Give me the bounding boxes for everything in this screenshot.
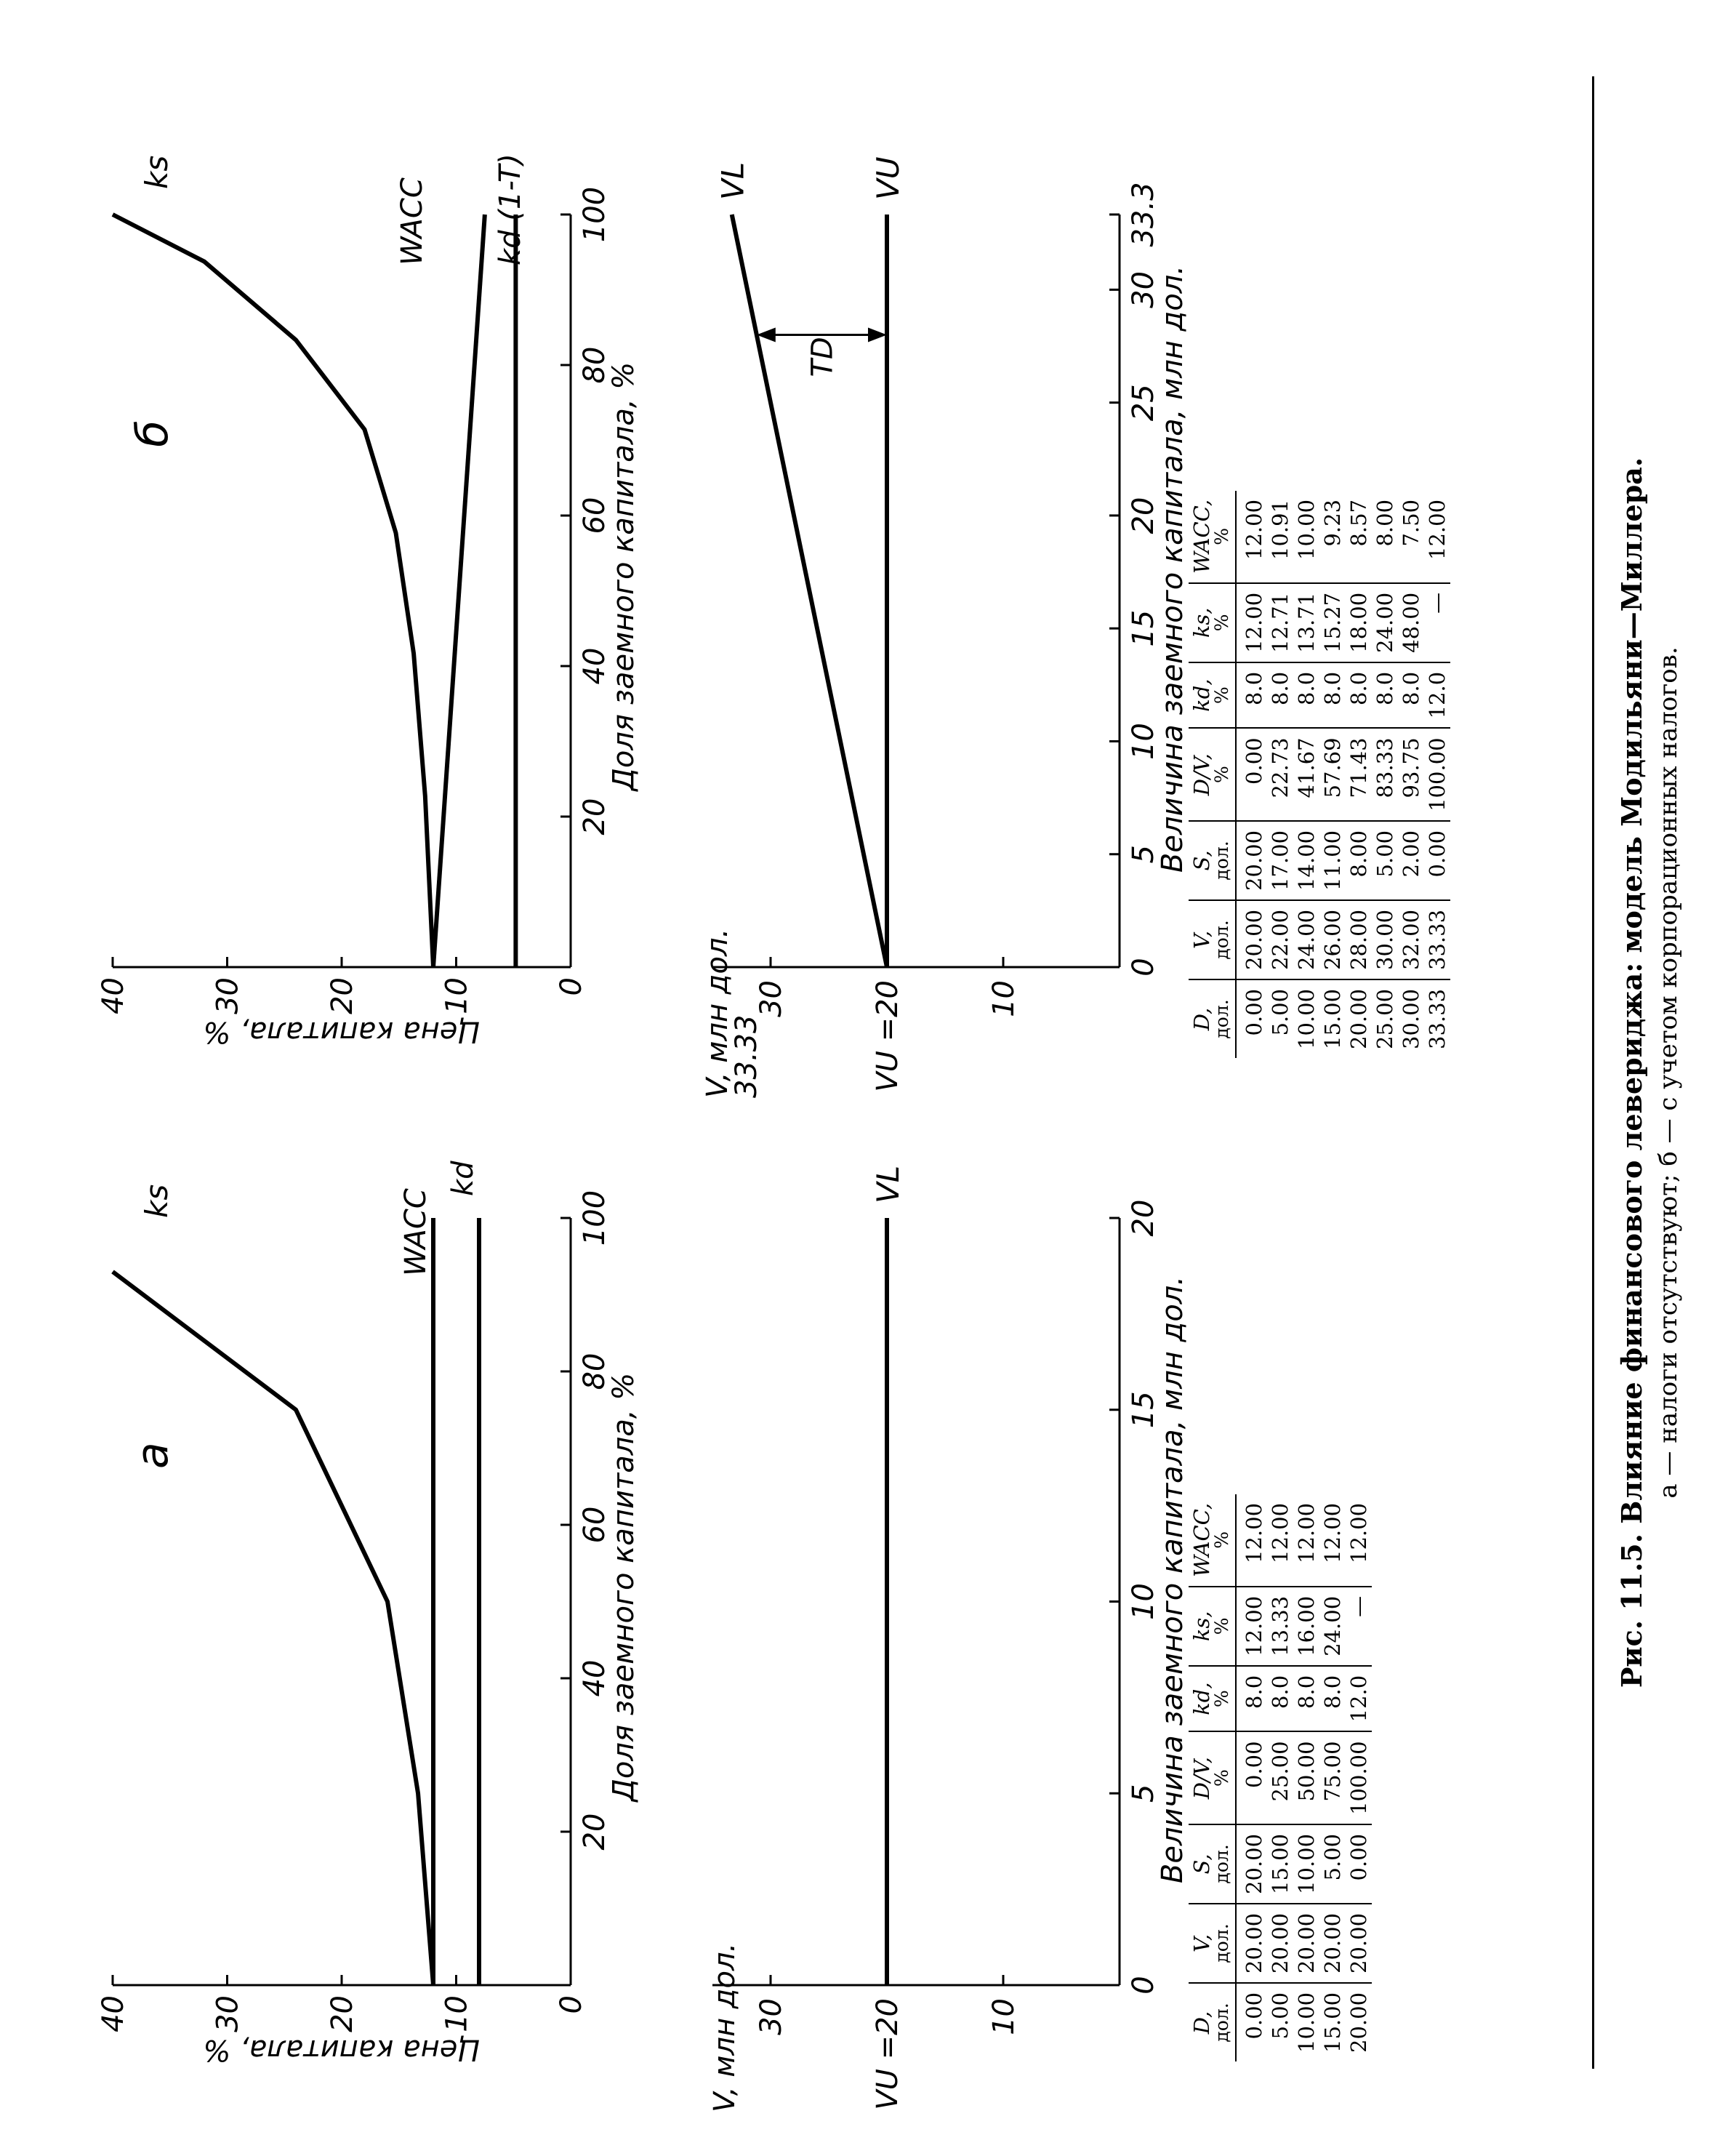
col-header: kd, % [1189,1666,1236,1732]
table-row [1346,491,1372,1058]
table-cell: 8.0 [1236,662,1267,729]
x-tick-label: 20 [1127,1199,1160,1237]
table-cell: 2.00 [1398,821,1424,900]
table-cell: 15.27 [1319,583,1346,662]
table-cell: 5.00 [1319,1824,1346,1904]
table-cell: 75.00 [1319,1731,1346,1824]
x-tick-label: 20 [578,798,611,835]
y-tick-label: 30 [755,1998,788,2035]
x-tick-label: 20 [1127,497,1160,534]
table-cell: 0.00 [1242,988,1266,1036]
table-cell: 20.00 [1346,1904,1372,1983]
col-header: WACC, % [1189,491,1236,583]
y-tick-label: 20 [326,977,359,1014]
x-tick-label: 40 [578,647,611,685]
wacc-curve-label: WACC [395,177,429,265]
table-cell: 0.00 [1236,728,1267,820]
table-cell: 10.00 [1294,988,1319,1049]
table-cell: 17.00 [1267,821,1293,900]
table-cell: 33.33 [1425,988,1450,1049]
x-axis-label: Величина заемного капитала, млн дол. [1156,265,1189,873]
table-cell: 12.00 [1236,583,1267,662]
table-cell: 8.0 [1267,1666,1293,1732]
table-cell: 20.00 [1267,1904,1293,1983]
table-cell: 8.0 [1293,662,1319,729]
x-tick-label: 60 [578,1506,611,1544]
table-cell: 24.00 [1372,583,1398,662]
ks-curve-label: ks [139,155,174,189]
table-cell: 33.33 [1424,900,1450,979]
table-cell: 13.33 [1267,1587,1293,1666]
x-tick-label: 0 [1127,1976,1160,1995]
x-tick-label: 5 [1127,1784,1160,1803]
table-cell: 15.00 [1320,988,1345,1049]
caption-title: Рис. 11.5. Влияние финансового левериджа: модель Модильяни—Миллера. [1615,457,1648,1688]
x-tick-label: 60 [578,497,611,534]
kd-curve-label: kd (1-T) [494,153,527,265]
table-cell: 15.00 [1267,1824,1293,1904]
table-cell: 8.0 [1398,662,1424,729]
table-cell: 20.00 [1346,1992,1371,2053]
table-cell: 20.00 [1319,1904,1346,1983]
y-tick-label: 40 [97,1995,130,2032]
y-tick-label: 0 [555,977,588,996]
x-tick-label: 20 [578,1813,611,1851]
vu-axis-label: VU =20 [871,980,904,1092]
col-header: D, дол. [1189,1983,1236,2061]
table-cell: 26.00 [1319,900,1346,979]
table-cell: 50.00 [1293,1731,1319,1824]
table-cell: 20.00 [1293,1904,1319,1983]
table-cell: 83.33 [1372,728,1398,820]
vu-line-label: VU [870,156,906,200]
y-tick-label: 10 [987,1998,1021,2035]
table-row [1319,1494,1346,2061]
x-tick-label: 5 [1127,845,1160,864]
table-cell: 100.00 [1424,728,1450,820]
table-cell: 57.69 [1319,728,1346,820]
table-cell: 8.00 [1346,821,1372,900]
table-cell: 8.0 [1236,1666,1267,1732]
table-cell: 24.00 [1293,900,1319,979]
table-cell: 48.00 [1398,583,1424,662]
table-cell: — [1346,1587,1372,1666]
table-cell: 5.00 [1372,821,1398,900]
x-axis-label: Доля заемного капитала, % [607,1372,640,1802]
x-tick-label: 80 [578,346,611,384]
table-cell: 41.67 [1293,728,1319,820]
table-cell: 32.00 [1398,900,1424,979]
panel-a-cost-chart [97,1161,640,2067]
table-cell: 0.00 [1346,1824,1372,1904]
table-header-row [1189,1494,1236,2061]
series-line-ks [113,215,433,967]
table-row [1267,491,1293,1058]
x-tick-label: 100 [578,186,611,243]
table-cell: 14.00 [1293,821,1319,900]
x-tick-label: 10 [1127,1583,1160,1620]
panel-b-value-chart [701,157,1189,1098]
table-cell: 30.00 [1399,988,1423,1049]
y-tick-label: 40 [97,977,130,1014]
table-cell: 8.0 [1346,662,1372,729]
table-cell: 0.00 [1242,1992,1266,2040]
table-cell: 12.00 [1236,1587,1267,1666]
table-cell: 25.00 [1267,1731,1293,1824]
table-cell: 25.00 [1373,988,1397,1049]
table-cell: 22.73 [1267,728,1293,820]
table-cell: 8.0 [1267,662,1293,729]
caption-rule [1592,76,1594,2069]
kd-curve-label: kd [446,1161,480,1196]
table-cell: 12.00 [1319,1494,1346,1587]
table-cell: 20.00 [1346,988,1371,1049]
table-row [1267,1494,1293,2061]
panel-b-table [1189,491,1450,1058]
table-cell: 18.00 [1346,583,1372,662]
x-tick-label: 33.3 [1127,182,1160,247]
x-tick-label: 0 [1127,958,1160,977]
y-axis-label: Цена капитала, % [203,1015,481,1049]
wacc-curve-label: WACC [399,1188,433,1276]
series-line-ks [113,1272,433,1985]
table-cell: 20.00 [1236,1904,1267,1983]
series-line-wacc [433,215,485,967]
col-header: V, дол. [1189,1904,1236,1983]
col-header: ks, % [1189,583,1236,662]
table-cell: 8.0 [1319,662,1346,729]
table-cell: 20.00 [1236,1824,1267,1904]
table-cell: 5.00 [1268,1992,1293,2040]
y-axis-label: Цена капитала, % [203,2033,481,2067]
figure-caption [1614,76,1687,2069]
y-tick-label: 10 [440,1995,474,2032]
table-cell: 12.71 [1267,583,1293,662]
table-cell: 93.75 [1398,728,1424,820]
x-tick-label: 10 [1127,723,1160,760]
table-row [1398,491,1424,1058]
table-cell: 30.00 [1372,900,1398,979]
y-axis-max-label: 33.33 [730,1014,763,1098]
y-tick-label: 10 [987,980,1021,1017]
y-tick-label: 20 [326,1995,359,2032]
col-header: S, дол. [1189,821,1236,900]
col-header: kd, % [1189,662,1236,729]
table-cell: 12.00 [1346,1494,1372,1587]
x-tick-label: 80 [578,1352,611,1390]
table-row [1236,491,1267,1058]
series-line-vl [732,215,887,967]
table-cell: 8.0 [1319,1666,1346,1732]
table-cell: 12.00 [1236,1494,1267,1587]
table-row [1424,491,1450,1058]
table-cell: 11.00 [1319,821,1346,900]
td-arrowhead-bottom [868,328,887,342]
col-header: D/V, % [1189,1731,1236,1824]
table-cell: 8.0 [1293,1666,1319,1732]
table-cell: 8.57 [1346,491,1372,583]
table-cell: 10.00 [1293,491,1319,583]
vl-line-label: VL [870,1165,906,1203]
col-header: WACC, % [1189,1494,1236,1587]
x-tick-label: 100 [578,1190,611,1246]
vl-line-label: VL [715,161,751,200]
y-tick-label: 30 [211,977,245,1014]
x-tick-label: 25 [1127,384,1160,422]
col-header: ks, % [1189,1587,1236,1666]
table-row [1346,1494,1372,2061]
x-axis-label: Величина заемного капитала, млн дол. [1156,1275,1189,1884]
x-tick-label: 40 [578,1659,611,1697]
table-header-row [1189,491,1236,1058]
table-cell: 12.0 [1424,662,1450,729]
panel-b-table-body [1236,491,1450,1058]
table-cell: — [1424,583,1450,662]
y-axis-label: V, млн дол. [701,928,734,1098]
panel-b-label: б [127,420,178,447]
table-row [1293,1494,1319,2061]
table-cell: 10.91 [1267,491,1293,583]
y-tick-label: 10 [440,977,474,1014]
table-cell: 8.00 [1372,491,1398,583]
panel-a-table [1189,1494,1372,2061]
y-axis-label: V, млн дол. [708,1942,742,2112]
table-cell: 71.43 [1346,728,1372,820]
col-header: D/V, % [1189,728,1236,820]
caption-subtitle: а — налоги отсутствуют; б — с учетом корпорационных налогов. [1654,646,1683,1499]
table-cell: 16.00 [1293,1587,1319,1666]
panel-b-cost-chart [97,153,640,1049]
table-row [1293,491,1319,1058]
table-cell: 100.00 [1346,1731,1372,1824]
table-cell: 9.23 [1319,491,1346,583]
table-cell: 0.00 [1236,1731,1267,1824]
table-cell: 28.00 [1346,900,1372,979]
table-cell: 12.0 [1346,1666,1372,1732]
table-cell: 10.00 [1293,1824,1319,1904]
x-axis-label: Доля заемного капитала, % [607,361,640,791]
vu-axis-label: VU =20 [871,1998,904,2110]
table-cell: 13.71 [1293,583,1319,662]
table-row [1319,491,1346,1058]
table-cell: 20.00 [1236,900,1267,979]
table-cell: 22.00 [1267,900,1293,979]
table-cell: 5.00 [1268,988,1293,1036]
table-cell: 8.0 [1372,662,1398,729]
table-cell: 12.00 [1236,491,1267,583]
y-tick-label: 30 [211,1995,245,2032]
y-tick-label: 30 [755,980,788,1017]
table-cell: 15.00 [1320,1992,1345,2053]
table-cell: 7.50 [1398,491,1424,583]
panel-a-label: а [127,1442,178,1469]
col-header: S, дол. [1189,1824,1236,1904]
col-header: V, дол. [1189,900,1236,979]
table-cell: 12.00 [1267,1494,1293,1587]
x-tick-label: 15 [1127,1391,1160,1429]
y-tick-label: 0 [555,1995,588,2014]
panel-a-value-chart [708,1166,1189,2112]
x-tick-label: 15 [1127,609,1160,647]
table-cell: 24.00 [1319,1587,1346,1666]
table-cell: 20.00 [1236,821,1267,900]
table-row [1236,1494,1267,2061]
td-label: TD [805,337,840,377]
table-cell: 12.00 [1293,1494,1319,1587]
table-cell: 12.00 [1424,491,1450,583]
x-tick-label: 30 [1127,270,1160,308]
table-cell: 0.00 [1424,821,1450,900]
ks-curve-label: ks [139,1184,174,1218]
table-cell: 10.00 [1294,1992,1319,2053]
table-row [1372,491,1398,1058]
col-header: D, дол. [1189,979,1236,1058]
panel-a-table-body [1236,1494,1372,2061]
